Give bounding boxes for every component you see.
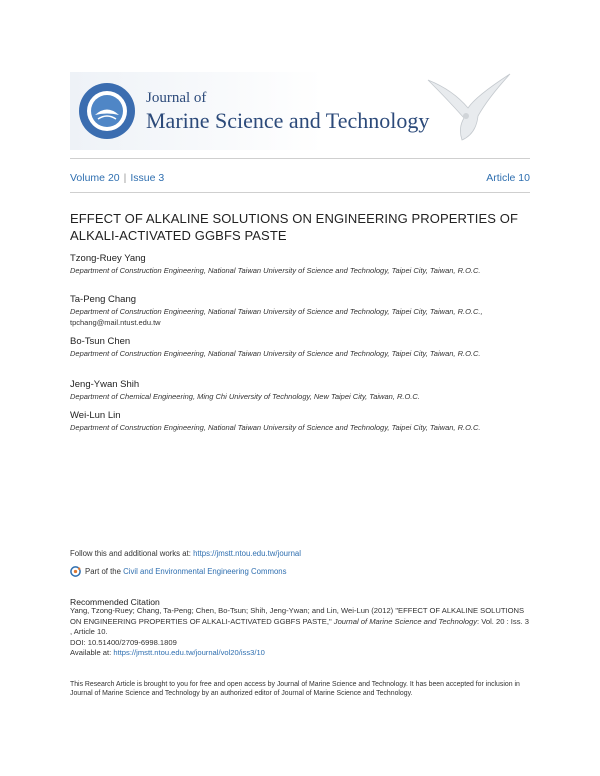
citation-text: Yang, Tzong-Ruey; Chang, Ta-Peng; Chen, Bo-Tsun; Shih, Jeng-Ywan; and Lin, Wei-Lun (2012) "EFFECT OF ALKALINE SOLUTIONS ON ENGINEERING PROPERTIES OF ALKALI-ACTIVATED GGBFS PASTE," [70, 606, 525, 626]
author-name: Ta-Peng Chang [70, 294, 137, 305]
citation-doi: DOI: 10.51400/2709-6998.1809 [70, 637, 177, 647]
author-block [70, 410, 530, 434]
citation-journal: Journal of Marine Science and Technology [333, 616, 478, 626]
author-affiliation-text: Department of Construction Engineering, National Taiwan University of Science and Technology, Taipei City, Taiwan, R.O.C., [70, 307, 483, 316]
author-block [70, 336, 530, 360]
journal-title-line2: Marine Science and Technology [146, 108, 430, 133]
follow-prefix: Follow this and additional works at: [70, 549, 191, 558]
author-affiliation: Department of Construction Engineering, National Taiwan University of Science and Technology, Taipei City, Taiwan, R.O.C. [70, 349, 481, 358]
citation-available-link[interactable]: https://jmstt.ntou.edu.tw/journal/vol20/iss3/10 [113, 648, 265, 658]
author-block [70, 253, 530, 277]
citation-details: : Vol. 20 : Iss. 3 , Article 10. [70, 616, 529, 637]
author-affiliation [70, 307, 530, 328]
article-title: EFFECT OF ALKALINE SOLUTIONS ON ENGINEERING PROPERTIES OF ALKALI-ACTIVATED GGBFS PASTE [70, 211, 519, 243]
issue-link[interactable]: Issue 3 [130, 172, 165, 184]
issue-meta: Volume 20 | Issue 3 [70, 172, 165, 184]
university-seal-icon [78, 82, 136, 140]
author-affiliation: Department of Chemical Engineering, Ming Chi University of Technology, New Taipei City, Taiwan, R.O.C. [70, 392, 420, 401]
author-block [70, 379, 530, 403]
access-note: This Research Article is brought to you for free and open access by Journal of Marine Science and Technology. It has been accepted for inclusion in Journal of Marine Science and Technology by an authorized editor of Journal of Marine Science and Technology. [70, 681, 520, 697]
citation-heading: Recommended Citation [70, 597, 160, 607]
author-email-link[interactable]: tpchang@mail.ntust.edu.tw [70, 317, 161, 327]
article-link[interactable]: Article 10 [486, 172, 530, 184]
author-name: Tzong-Ruey Yang [70, 253, 146, 264]
header-divider [70, 158, 530, 159]
follow-line [70, 549, 301, 558]
citation-available-prefix: Available at: [70, 648, 112, 658]
author-name: Jeng-Ywan Shih [70, 379, 140, 390]
follow-link[interactable]: https://jmstt.ntou.edu.tw/journal [193, 549, 302, 558]
author-name: Bo-Tsun Chen [70, 336, 131, 347]
author-name: Wei-Lun Lin [70, 410, 121, 421]
journal-title-line1: Journal of [146, 90, 207, 106]
volume-link[interactable]: Volume 20 [70, 172, 120, 184]
part-of-prefix: Part of the [85, 567, 121, 576]
citation-body [70, 606, 530, 659]
seagull-icon [418, 68, 518, 148]
meta-divider [70, 192, 530, 193]
commons-link[interactable]: Civil and Environmental Engineering Commons [123, 567, 287, 576]
author-block [70, 294, 530, 328]
network-commons-icon [70, 566, 81, 577]
author-affiliation: Department of Construction Engineering, National Taiwan University of Science and Technology, Taipei City, Taiwan, R.O.C. [70, 266, 481, 275]
part-of-line [70, 566, 287, 577]
author-affiliation: Department of Construction Engineering, National Taiwan University of Science and Technology, Taipei City, Taiwan, R.O.C. [70, 423, 481, 432]
